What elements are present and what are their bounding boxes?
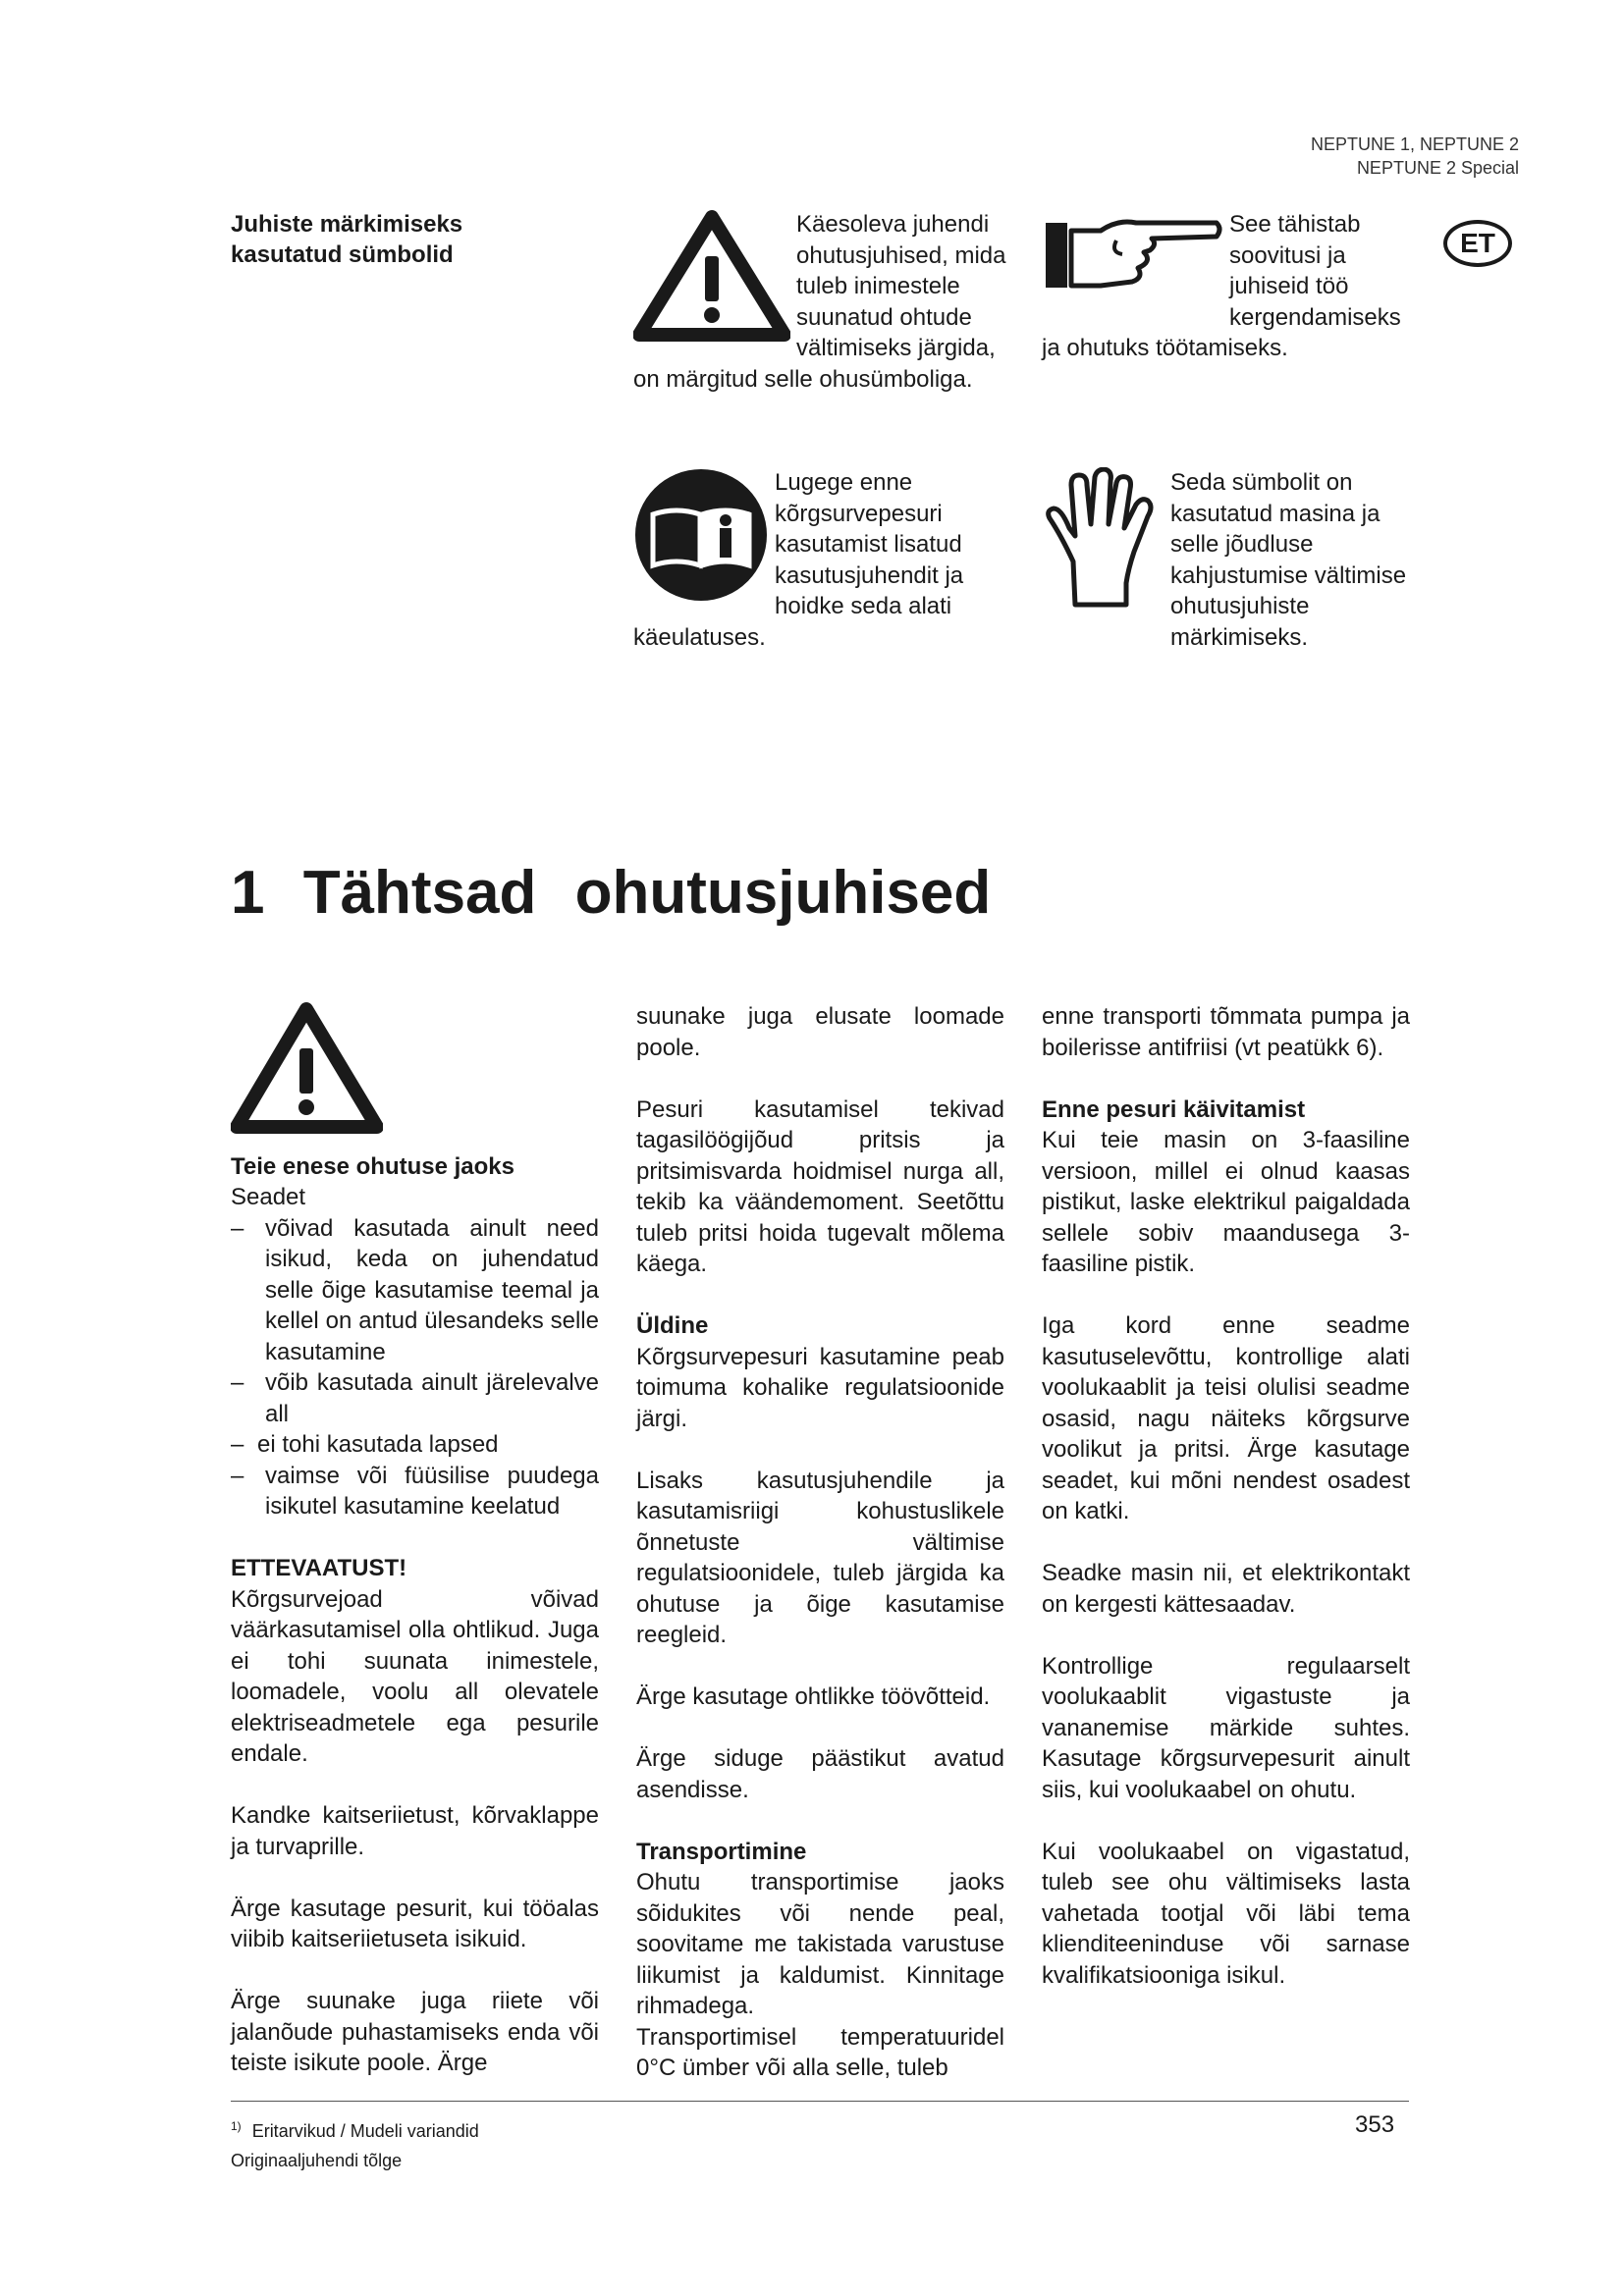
manual-symbol-block bbox=[633, 467, 1006, 653]
section-title: 1 Tähtsad ohutusjuhised bbox=[231, 859, 992, 927]
clothes-cleaning-text: Ärge suunake juga riiete või jalanõude puhastamiseks enda või teiste isikute poole. Ärge bbox=[231, 1988, 599, 2076]
before-start-heading: Enne pesuri käivitamist bbox=[1042, 1095, 1306, 1123]
transport-heading: Transportimine bbox=[636, 1838, 807, 1865]
language-badge: ET bbox=[1443, 220, 1512, 267]
general-heading: Üldine bbox=[636, 1312, 709, 1339]
column-3 bbox=[1042, 1001, 1410, 2022]
model-line-1: NEPTUNE 1, NEPTUNE 2 bbox=[1310, 134, 1519, 154]
recoil-text: Pesuri kasutamisel tekivad tagasilöögijõud pritsis ja pritsimisvarda hoidmisel nurga all, tekib ka väändemoment. Seetõttu tuleb pritsi hoida tugevalt mõlema käega. bbox=[636, 1095, 1004, 1277]
column-2 bbox=[636, 1001, 1004, 2084]
antifreeze-text: enne transporti tõmmata pumpa ja boilerisse antifriisi (vt peatükk 6). bbox=[1042, 1003, 1410, 1061]
warning-symbol-block bbox=[633, 209, 1006, 395]
tip-symbol-block bbox=[1042, 209, 1420, 364]
caution-text: Kõrgsurvejoad võivad väärkasutamisel olla ohtlikud. Juga ei tohi suunata inimestele, loomadele, voolu all olevatele elektriseadmetele ega pesurile endale. bbox=[231, 1585, 599, 1767]
footnote bbox=[231, 2114, 479, 2143]
device-label: Seadet bbox=[231, 1184, 306, 1210]
original-translation-note: Originaaljuhendi tõlge bbox=[231, 2151, 403, 2170]
hand-symbol-text: Seda sümbolit on kasutatud masina ja selle jõudluse kahjustumise vältimise ohutusjuhiste märkimiseks. bbox=[1170, 469, 1407, 651]
socket-access-text: Seadke masin nii, et elektrikontakt on kergesti kättesaadav. bbox=[1042, 1560, 1410, 1618]
footnote-mark: 1) bbox=[231, 2119, 242, 2133]
transport-temperature-text: Transportimisel temperatuuridel 0°C ümber või alla selle, tuleb bbox=[636, 2023, 1004, 2081]
column-1 bbox=[231, 1001, 599, 2109]
dangerous-methods-text: Ärge kasutage ohtlikke töövõtteid. bbox=[636, 1683, 991, 1710]
symbols-title-line-1: Juhiste märkimiseks bbox=[231, 211, 463, 238]
symbols-title-line-2: kasutatud sümbolid bbox=[231, 241, 454, 268]
list-item: – võib kasutada ainult järelevalve all bbox=[231, 1369, 599, 1427]
damaged-cable-text: Kui voolukaabel on vigastatud, tuleb see ohu vältimiseks lasta vahetada tootjal või läbi tema klienditeeninduse või sarnase kvalifikatsiooniga isikul. bbox=[1042, 1838, 1410, 1989]
cable-check-text: Kontrollige regulaarselt voolukaablit vigastuste ja vananemise märkide suhtes. Kasutage kõrgsurvepesurit ainult siis, kui voolukaabel on ohutu. bbox=[1042, 1652, 1410, 1803]
model-header bbox=[1311, 133, 1519, 180]
animals-text: suunake juga elusate loomade poole. bbox=[636, 1003, 1004, 1061]
footnote-text: Eritarvikud / Mudeli variandid bbox=[251, 2121, 479, 2141]
before-start-text: Kui teie masin on 3-faasiline versioon, millel ei olnud kaasas pistikut, laske elektrikul paigaldada sellele sobiv maandusega 3-faasiline pistik. bbox=[1042, 1127, 1410, 1277]
warning-triangle-icon bbox=[231, 1001, 599, 1144]
check-parts-text: Iga kord enne seadme kasutuselevõttu, kontrollige alati voolukaablit ja teisi olulisi seadme osasid, nagu näiteks kõrgsurve voolikut ja pritsi. Ärge kasutage seadet, kui mõni nendest osadest on katki. bbox=[1042, 1312, 1410, 1524]
user-restrictions-list bbox=[231, 1213, 599, 1522]
transport-text: Ohutu transportimise jaoks sõidukites või nende peal, soovitame me takistada varustuse liikumist ja kaldumist. Kinnitage rihmadega. bbox=[636, 1869, 1004, 2019]
trigger-text: Ärge siduge päästikut avatud asendisse. bbox=[636, 1745, 1004, 1803]
list-item: – võivad kasutada ainult need isikud, keda on juhendatud selle õige kasutamise teemal ja kellel on antud ülesandeks selle kasutamine bbox=[231, 1214, 599, 1365]
list-item: – vaimse või füüsilise puudega isikutel kasutamine keelatud bbox=[231, 1462, 599, 1520]
own-safety-heading: Teie enese ohutuse jaoks bbox=[231, 1152, 514, 1180]
regulations-text: Lisaks kasutusjuhendile ja kasutamisriigi kohustuslikele õnnetuste vältimise regulatsioonidele, tuleb järgida ka ohutuse ja õige kasutamise reegleid. bbox=[636, 1467, 1004, 1648]
list-item: – ei tohi kasutada lapsed bbox=[231, 1431, 499, 1458]
protective-gear-text: Kandke kaitseriietust, kõrvaklappe ja turvaprille. bbox=[231, 1802, 599, 1860]
tip-symbol-text: See tähistab soovitusi ja juhiseid töö kergendamiseks ja ohutuks töötamiseks. bbox=[1042, 211, 1401, 361]
manual-symbol-text: Lugege enne kõrgsurvepesuri kasutamist lisatud kasutusjuhendit ja hoidke seda alati käeulatuses. bbox=[633, 469, 964, 651]
symbols-title bbox=[231, 209, 584, 270]
read-manual-icon bbox=[633, 467, 769, 612]
caution-heading: ETTEVAATUST! bbox=[231, 1555, 407, 1581]
model-line-2: NEPTUNE 2 Special bbox=[1356, 158, 1519, 178]
stop-hand-icon bbox=[1042, 467, 1164, 623]
general-text: Kõrgsurvepesuri kasutamine peab toimuma kohalike regulatsioonide järgi. bbox=[636, 1343, 1004, 1432]
hand-symbol-block bbox=[1042, 467, 1420, 653]
warning-symbol-text: Käesoleva juhendi ohutusjuhised, mida tuleb inimestele suunatud ohtude vältimiseks järgida, on märgitud selle ohusümboliga. bbox=[633, 211, 1006, 393]
pointing-hand-icon bbox=[1042, 209, 1223, 311]
page-number: 353 bbox=[1355, 2111, 1395, 2138]
people-in-area-text: Ärge kasutage pesurit, kui tööalas viibib kaitseriietuseta isikuid. bbox=[231, 1895, 599, 1952]
warning-triangle-icon bbox=[633, 209, 790, 350]
footer-divider bbox=[231, 2101, 1409, 2102]
